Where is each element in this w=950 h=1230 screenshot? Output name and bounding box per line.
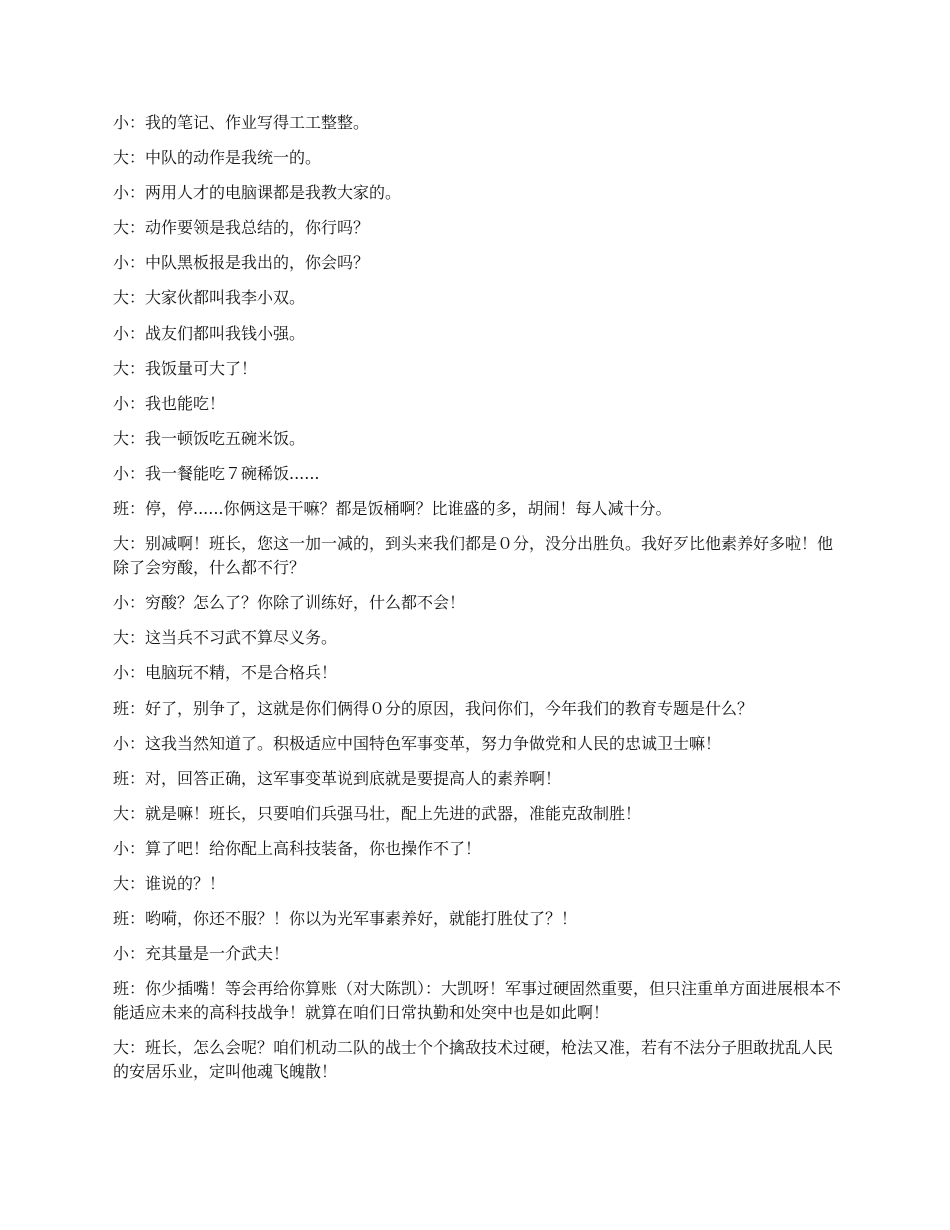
dialogue-line: 小：我的笔记、作业写得工工整整。 [113,113,370,132]
dialogue-line: 小：充其量是一介武夫！ [113,944,290,964]
dialogue-line: 小：战友们都叫我钱小强。 [113,323,306,343]
dialogue-line: 大：我一顿饭吃五碗米饭。 [113,428,306,448]
dialogue-line: 大：谁说的？！ [113,873,226,893]
dialogue-line: 小：电脑玩不精，不是合格兵！ [113,663,338,683]
dialogue-line: 小：中队黑板报是我出的，你会吗？ [113,253,370,273]
dialogue-line: 小：我也能吃！ [113,393,226,413]
dialogue-body [113,111,843,1095]
dialogue-line: 班：对，回答正确，这军事变革说到底就是要提高人的素养啊！ [113,768,562,788]
dialogue-line: 大：班长，怎么会呢？咱们机动二队的战士个个擒敌技术过硬，枪法又准，若有不法分子胆敢扰乱人民的安居乐业，定叫他魂飞魄散！ [113,1038,834,1082]
dialogue-line: 小：算了吧！给你配上高科技装备，你也操作不了！ [113,838,482,858]
dialogue-line: 大：大家伙都叫我李小双。 [113,288,306,308]
dialogue-line: 大：动作要领是我总结的，你行吗？ [113,218,370,238]
dialogue-line: 大：我饭量可大了！ [113,358,258,378]
dialogue-line: 大：中队的动作是我统一的。 [113,148,322,168]
dialogue-line: 班：停，停......你俩这是干嘛？都是饭桶啊？比谁盛的多，胡闹！每人减十分。 [113,499,672,519]
dialogue-line: 班：你少插嘴！等会再给你算账（对大陈凯）：大凯呀！军事过硬固然重要，但只注重单方面进展根本不能适应未来的高科技战争！就算在咱们日常执勤和处突中也是如此啊！ [113,979,842,1023]
dialogue-line: 小：穷酸？怎么了？你除了训练好，什么都不会！ [113,593,466,613]
dialogue-line: 小：我一餐能吃７碗稀饭...... [113,463,320,483]
dialogue-line: 大：别减啊！班长，您这一加一减的，到头来我们都是０分，没分出胜负。我好歹比他素养好多啦！他除了会穷酸，什么都不行？ [113,534,834,578]
dialogue-line: 班：好了，别争了，这就是你们俩得０分的原因，我问你们，今年我们的教育专题是什么？ [113,698,754,718]
dialogue-line: 班：哟嗬，你还不服？！你以为光军事素养好，就能打胜仗了？！ [113,909,578,929]
dialogue-line: 大：就是嘛！班长，只要咱们兵强马壮，配上先进的武器，准能克敌制胜！ [113,803,642,823]
dialogue-line: 小：两用人才的电脑课都是我教大家的。 [113,183,402,203]
dialogue-line: 大：这当兵不习武不算尽义务。 [113,628,338,648]
dialogue-line: 小：这我当然知道了。积极适应中国特色军事变革，努力争做党和人民的忠诚卫士嘛！ [113,733,722,753]
